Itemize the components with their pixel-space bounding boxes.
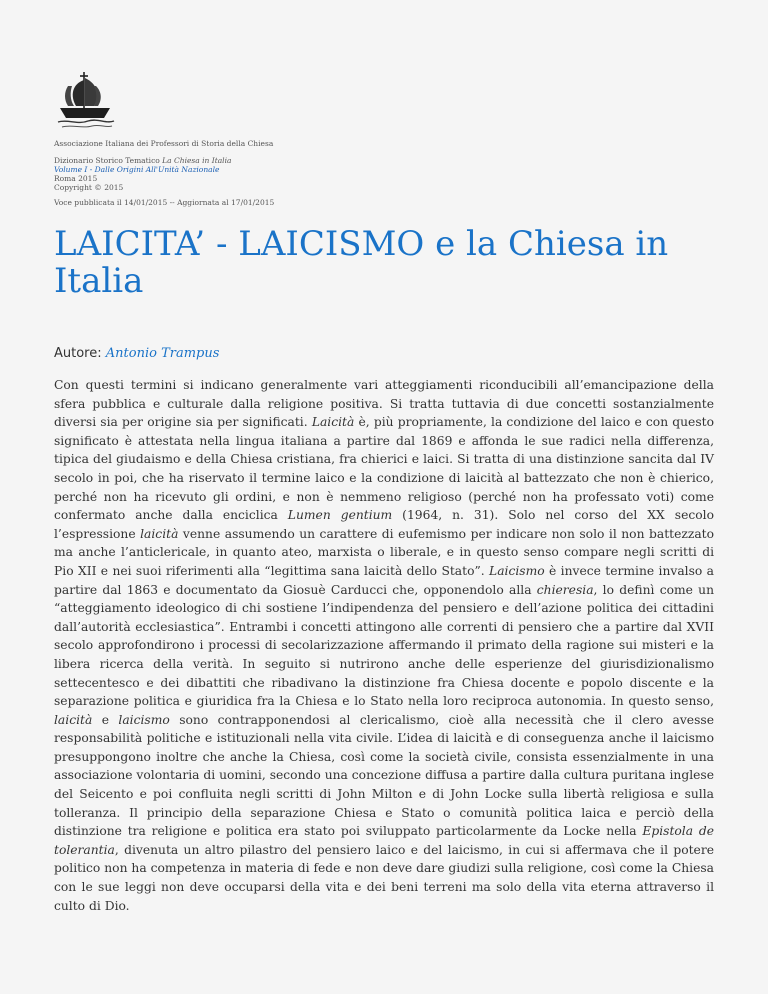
author-line [54, 346, 219, 361]
volume-link[interactable]: Volume I - Dalle Origini All'Unità Nazionale [54, 165, 220, 174]
text-segment: , divenuta un altro pilastro del pensiero laico e del laicismo, in cui si affermava che il potere politico non ha competenza in materia di fede e non deve dare giudizi sulla religione, così come la Chiesa con le sue leggi non deve occuparsi della vita e dei beni terreni ma solo della vita eterna attraverso il culto di Dio. [54, 842, 714, 913]
publication-date: Voce pubblicata il 14/01/2015 -- Aggiornata al 17/01/2015 [54, 198, 275, 207]
text-segment: , lo definì come un “atteggiamento ideologico di chi sostiene l’indipendenza del pensiero e dell’azione politica dei cittadini dall’autorità ecclesiastica”. Entrambi i concetti attingono alle correnti di pensiero che a partire dal XVII secolo approfondirono i processi di secolarizzazione affermando il primato della ragione sui misteri e la libera ricerca della verità. In seguito si nutrirono anche delle esperienze del giurisdizionalismo settecentesco e dei dibattiti che ribadivano la distinzione fra Chiesa docente e popolo discente e la separazione politica e giuridica fra la Chiesa e lo Stato nella loro reciproca autonomia. In questo senso, [54, 582, 714, 709]
text-segment: venne assumendo un carattere di eufemismo per indicare non solo il non battezzato ma anche l’anticlericale, in quanto ateo, marxista o liberale, e in questo senso compare negli scritti di Pio XII e nei suoi riferimenti alla “legittima sana laicità dello Stato”. [54, 526, 714, 578]
ship-logo-icon [54, 70, 116, 130]
dictionary-info [54, 156, 231, 192]
italic-term: Epistola de tolerantia [54, 824, 714, 857]
place-year: Roma 2015 [54, 174, 98, 183]
text-segment: sono contrapponendosi al clericalismo, cioè alla necessità che il clero avesse responsabilità politiche e istituzionali nella vita civile. L’idea di laicità e di conseguenza anche il laicismo presuppongono inoltre che anche la Chiesa, così come la società civile, consista essenzialmente in una associazione volontaria di uomini, secondo una concezione diffusa a partire dalla cultura puritana inglese del Seicento e poi confluita negli scritti di John Milton e di John Locke sulla libertà religiosa e sulla tolleranza. Il principio della separazione Chiesa e Stato o comunità politica laica e perciò della distinzione tra religione e politica era stato poi sviluppato particolarmente da Locke nella [54, 712, 714, 839]
article-body [54, 376, 714, 915]
dictionary-title-italic: La Chiesa in Italia [162, 156, 232, 165]
text-segment: (1964, n. 31). Solo nel corso del XX secolo l’espressione [54, 508, 714, 541]
article-title: LAICITA’ - LAICISMO e la Chiesa in Italia [54, 224, 669, 301]
copyright: Copyright © 2015 [54, 183, 124, 192]
italic-term: laicismo [118, 712, 170, 727]
italic-term: Laicismo [489, 563, 545, 578]
italic-term: Laicità [311, 415, 355, 430]
text-segment: e [92, 712, 119, 727]
dictionary-title [54, 156, 231, 165]
author-link[interactable]: Antonio Trampus [105, 346, 220, 361]
italic-term: chieresia [536, 582, 594, 597]
dictionary-prefix: Dizionario Storico Tematico [54, 156, 163, 165]
italic-term: laicità [54, 712, 93, 727]
italic-term: Lumen gentium [287, 508, 393, 523]
text-segment: è invece termine invalso a partire dal 1863 e documentato da Giosuè Carducci che, opponendolo alla [54, 563, 714, 597]
text-segment: è, più propriamente, la condizione del laico e con questo significato è attestata nella lingua italiana a partire dal 1869 e affonda le sue radici nella differenza, tipica del giudaismo e della Chiesa cristiana, fra chierici e laici. Si tratta di una distinzione sancita dal IV secolo in poi, che ha riservato il termine laico e la condizione di laicità al battezzato che non è chierico, perché non ha ricevuto gli ordini, e non è nemmeno religioso (perché non ha professato voti) come confermato anche dalla enciclica [54, 415, 714, 523]
text-segment: Con questi termini si indicano generalmente vari atteggiamenti riconducibili all’emancipazione della sfera pubblica e culturale dalla religione positiva. Si tratta tuttavia di due concetti sostanzialmente diversi sia per origine sia per significati. [54, 378, 714, 430]
author-label: Autore: [54, 346, 106, 361]
organization-name: Associazione Italiana dei Professori di Storia della Chiesa [54, 139, 274, 148]
italic-term: laicità [140, 526, 179, 541]
